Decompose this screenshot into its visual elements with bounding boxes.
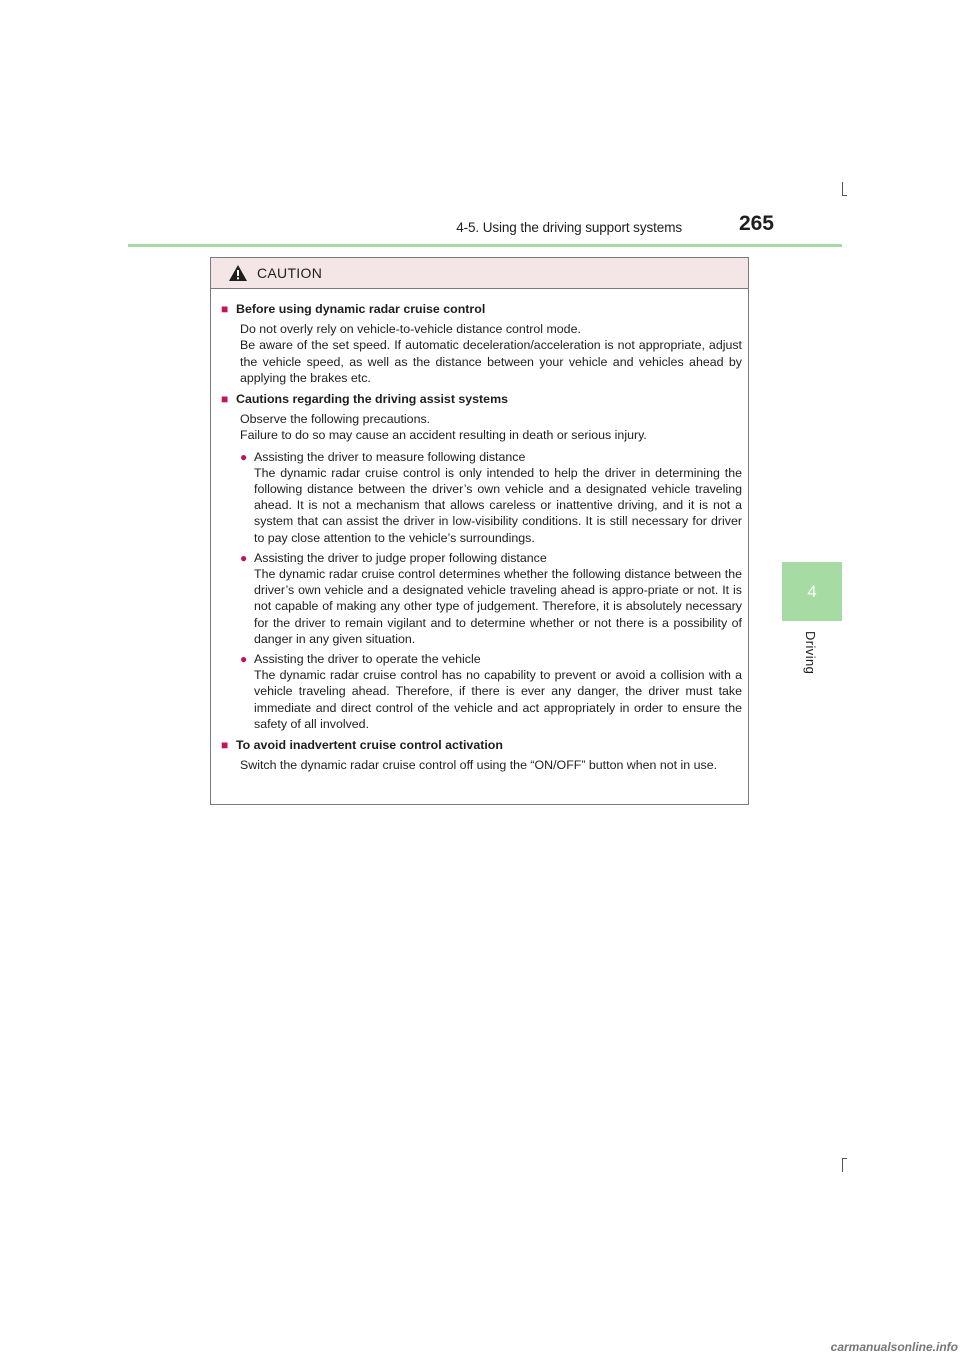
caution-header (211, 258, 748, 289)
section-title: 4-5. Using the driving support systems (456, 220, 682, 235)
list-item-text: The dynamic radar cruise control has no capability to prevent or avoid a collision with a vehicle traveling ahead. Therefore, if there is ever any danger, the driver must take immediate and direct control of the vehicle and act appropriately in order to ensure the safety of all involved. (254, 668, 742, 731)
caution-section (221, 391, 742, 732)
section-heading: To avoid inadvertent cruise control activation (236, 738, 503, 753)
section-paragraph: Switch the dynamic radar cruise control off using the “ON/OFF” button when not in use. (240, 758, 718, 773)
chapter-number: 4 (807, 581, 817, 601)
caution-section (221, 737, 742, 773)
list-item-title: Assisting the driver to measure following distance (254, 449, 526, 464)
section-paragraph: Failure to do so may cause an accident resulting in death or serious injury. (240, 428, 647, 443)
section-paragraph: Observe the following precautions. (240, 412, 431, 427)
caution-box (210, 257, 749, 805)
square-bullet-icon: ■ (221, 392, 229, 407)
crop-mark-top (842, 182, 843, 196)
square-bullet-icon: ■ (221, 302, 229, 316)
circle-bullet-icon: ● (240, 449, 248, 464)
caution-body (211, 289, 748, 773)
circle-bullet-icon: ● (240, 550, 248, 565)
precaution-list (240, 449, 742, 732)
list-item (240, 449, 742, 546)
warning-triangle-icon (228, 264, 248, 282)
watermark-logo[interactable]: carmanualsonline.info (830, 1340, 958, 1354)
list-item-title: Assisting the driver to judge proper following distance (254, 550, 547, 565)
circle-bullet-icon: ● (240, 652, 248, 667)
square-bullet-icon: ■ (221, 738, 229, 753)
crop-mark-top-foot (842, 195, 847, 196)
header-rule (128, 244, 842, 247)
list-item-text: The dynamic radar cruise control is only intended to help the driver in determining the following distance between the driver’s own vehicle and a designated vehicle traveling ahead. It is not a mechanism that allows careless or inattentive driving, and it is not a system that can assist the driver in low-visibility conditions. It is still necessary for driver to pay close attention to the vehicle’s surroundings. (254, 465, 742, 545)
page-number: 265 (738, 212, 774, 235)
caution-title: CAUTION (257, 265, 323, 281)
chapter-tab (782, 562, 842, 621)
list-item (240, 550, 742, 647)
crop-mark-bottom (842, 1158, 843, 1172)
crop-mark-bottom-foot (842, 1158, 847, 1159)
list-item (240, 651, 742, 732)
section-paragraph: Be aware of the set speed. If automatic deceleration/acceleration is not appropriate, adjust the vehicle speed, as well as the distance between your vehicle and vehicles ahead by applying the brakes etc. (240, 338, 742, 385)
section-heading: Cautions regarding the driving assist systems (236, 392, 508, 407)
list-item-title: Assisting the driver to operate the vehicle (254, 652, 481, 667)
chapter-label: Driving (803, 631, 818, 675)
section-paragraph: Do not overly rely on vehicle-to-vehicle distance control mode. (240, 322, 581, 337)
section-heading: Before using dynamic radar cruise control (236, 302, 486, 316)
list-item-text: The dynamic radar cruise control determines whether the following distance between the driver’s own vehicle and a designated vehicle traveling ahead is appro-priate or not. It is not capable of making any other type of judgement. Therefore, it is absolutely necessary for the driver to remain vigilant and to determine whether or not there is a possibility of danger in any given situation. (254, 567, 742, 646)
caution-section (221, 301, 742, 386)
